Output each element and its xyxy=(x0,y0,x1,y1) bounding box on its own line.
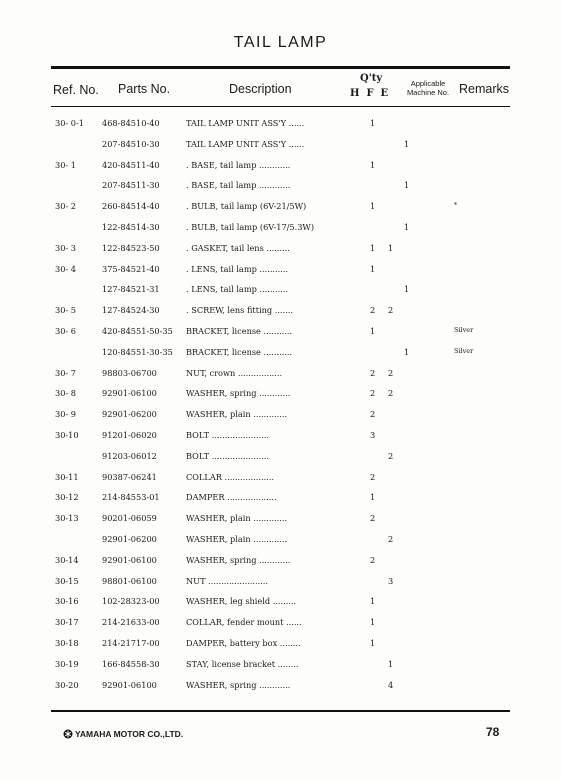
header-ref-no: Ref. No. xyxy=(53,83,99,97)
row-ref-no: 30-12 xyxy=(55,492,79,502)
row-qty-h: 2 xyxy=(370,305,376,315)
row-ref-no: 30- 0-1 xyxy=(55,118,84,128)
row-description: . LENS, tail lamp ........... xyxy=(186,284,289,294)
header-top-rule xyxy=(51,66,510,69)
row-ref-no: 30- 2 xyxy=(55,201,76,211)
row-description: WASHER, plain ............. xyxy=(186,513,288,523)
table-row xyxy=(0,139,561,159)
row-description: BRACKET, license ........... xyxy=(186,347,293,357)
table-row xyxy=(0,264,561,284)
header-qty: Q'ty xyxy=(360,73,383,84)
row-part-no: 92901-06200 xyxy=(102,409,157,419)
table-row xyxy=(0,596,561,616)
row-qty-h: 2 xyxy=(370,388,376,398)
row-description: TAIL LAMP UNIT ASS'Y ...... xyxy=(186,139,305,149)
header-bottom-rule xyxy=(51,106,510,107)
table-row xyxy=(0,201,561,221)
header-description: Description xyxy=(229,82,292,96)
row-part-no: 92901-06100 xyxy=(102,680,157,690)
row-description: . LENS, tail lamp ........... xyxy=(186,264,289,274)
row-description: NUT ....................... xyxy=(186,576,268,586)
row-ref-no: 30-18 xyxy=(55,638,79,648)
table-row xyxy=(0,680,561,700)
row-part-no: 214-21717-00 xyxy=(102,638,160,648)
row-part-no: 127-84521-31 xyxy=(102,284,160,294)
table-row xyxy=(0,160,561,180)
row-part-no: 92901-06200 xyxy=(102,534,157,544)
table-row xyxy=(0,534,561,554)
row-qty-h: 1 xyxy=(370,326,376,336)
table-row xyxy=(0,638,561,658)
row-ref-no: 30- 1 xyxy=(55,160,76,170)
header-parts-no: Parts No. xyxy=(118,82,171,96)
row-qty-h: 1 xyxy=(370,243,376,253)
row-qty-h: 3 xyxy=(370,430,376,440)
row-part-no: 122-84523-50 xyxy=(102,243,160,253)
row-description: WASHER, spring ............ xyxy=(186,680,291,690)
row-description: . SCREW, lens fitting ....... xyxy=(186,305,293,315)
table-row xyxy=(0,368,561,388)
table-row xyxy=(0,388,561,408)
row-description: WASHER, plain ............. xyxy=(186,409,288,419)
row-part-no: 120-84551-30-35 xyxy=(102,347,173,357)
row-part-no: 166-84558-30 xyxy=(102,659,160,669)
row-part-no: 98801-06100 xyxy=(102,576,157,586)
footer-rule xyxy=(51,710,510,712)
row-description: . BASE, tail lamp ............ xyxy=(186,160,291,170)
row-description: NUT, crown ................. xyxy=(186,368,283,378)
row-ref-no: 30-13 xyxy=(55,513,79,523)
row-description: BOLT ...................... xyxy=(186,451,269,461)
row-part-no: 375-84521-40 xyxy=(102,264,160,274)
row-ref-no: 30- 4 xyxy=(55,264,76,274)
row-ref-no: 30-17 xyxy=(55,617,79,627)
row-description: DAMPER ................... xyxy=(186,492,277,502)
row-part-no: 127-84524-30 xyxy=(102,305,160,315)
row-qty-h: 1 xyxy=(370,638,376,648)
table-row xyxy=(0,243,561,263)
row-qty-h: 1 xyxy=(370,492,376,502)
table-row xyxy=(0,451,561,471)
row-part-no: 92901-06100 xyxy=(102,555,157,565)
row-remarks: Silver xyxy=(454,347,474,355)
row-ref-no: 30-15 xyxy=(55,576,79,586)
row-qty-h: 2 xyxy=(370,368,376,378)
row-qty-h: 1 xyxy=(370,118,376,128)
row-part-no: 260-84514-40 xyxy=(102,201,160,211)
row-qty-h: 1 xyxy=(370,617,376,627)
row-ref-no: 30- 3 xyxy=(55,243,76,253)
table-row xyxy=(0,180,561,200)
table-row xyxy=(0,513,561,533)
row-part-no: 122-84514-30 xyxy=(102,222,160,232)
row-part-no: 102-28323-00 xyxy=(102,596,160,606)
row-qty-e: 1 xyxy=(404,284,410,294)
row-part-no: 420-84511-40 xyxy=(102,160,160,170)
row-qty-f: 4 xyxy=(388,680,394,690)
row-description: . BULB, tail lamp (6V-21/5W) xyxy=(186,201,307,211)
row-ref-no: 30-19 xyxy=(55,659,79,669)
row-remarks: * xyxy=(454,201,458,209)
row-ref-no: 30- 9 xyxy=(55,409,76,419)
row-ref-no: 30-14 xyxy=(55,555,79,565)
row-description: WASHER, plain ............. xyxy=(186,534,288,544)
row-part-no: 91203-06012 xyxy=(102,451,157,461)
row-ref-no: 30- 8 xyxy=(55,388,76,398)
table-row xyxy=(0,576,561,596)
row-qty-f: 3 xyxy=(388,576,394,586)
row-qty-f: 2 xyxy=(388,451,394,461)
row-ref-no: 30-11 xyxy=(55,472,79,482)
header-applicable-machine: Applicable Machine No. xyxy=(406,79,450,97)
row-part-no: 90201-06059 xyxy=(102,513,157,523)
row-description: WASHER, spring ............ xyxy=(186,388,291,398)
table-row xyxy=(0,617,561,637)
row-description: WASHER, spring ............ xyxy=(186,555,291,565)
row-qty-h: 1 xyxy=(370,264,376,274)
row-qty-e: 1 xyxy=(404,222,410,232)
table-row xyxy=(0,492,561,512)
row-qty-e: 1 xyxy=(404,347,410,357)
row-part-no: 90387-06241 xyxy=(102,472,157,482)
page-title: TAIL LAMP xyxy=(233,34,328,51)
row-part-no: 207-84511-30 xyxy=(102,180,160,190)
row-description: DAMPER, battery box ........ xyxy=(186,638,301,648)
row-ref-no: 30- 6 xyxy=(55,326,76,336)
row-qty-f: 2 xyxy=(388,368,394,378)
table-row xyxy=(0,555,561,575)
row-part-no: 91201-06020 xyxy=(102,430,157,440)
header-qty-columns: HFE xyxy=(350,88,396,99)
table-row xyxy=(0,326,561,346)
row-qty-h: 2 xyxy=(370,513,376,523)
row-qty-h: 1 xyxy=(370,201,376,211)
row-description: STAY, license bracket ........ xyxy=(186,659,299,669)
table-row xyxy=(0,118,561,138)
row-qty-e: 1 xyxy=(404,139,410,149)
table-row xyxy=(0,409,561,429)
row-ref-no: 30- 5 xyxy=(55,305,76,315)
company-logo xyxy=(63,729,183,739)
row-description: . BASE, tail lamp ............ xyxy=(186,180,291,190)
table-row xyxy=(0,659,561,679)
row-description: . BULB, tail lamp (6V-17/5.3W) xyxy=(186,222,315,232)
row-ref-no: 30-16 xyxy=(55,596,79,606)
table-row xyxy=(0,347,561,367)
row-qty-h: 1 xyxy=(370,160,376,170)
row-part-no: 468-84510-40 xyxy=(102,118,160,128)
row-description: WASHER, leg shield ......... xyxy=(186,596,297,606)
row-qty-f: 2 xyxy=(388,305,394,315)
row-qty-h: 2 xyxy=(370,555,376,565)
row-part-no: 214-84553-01 xyxy=(102,492,160,502)
table-row xyxy=(0,222,561,242)
row-part-no: 92901-06100 xyxy=(102,388,157,398)
row-qty-h: 2 xyxy=(370,472,376,482)
row-description: BOLT ...................... xyxy=(186,430,269,440)
row-qty-f: 2 xyxy=(388,388,394,398)
row-description: BRACKET, license ........... xyxy=(186,326,293,336)
row-remarks: Silver xyxy=(454,326,474,334)
row-qty-f: 1 xyxy=(388,243,394,253)
row-part-no: 207-84510-30 xyxy=(102,139,160,149)
row-ref-no: 30-20 xyxy=(55,680,79,690)
row-description: COLLAR ................... xyxy=(186,472,274,482)
row-part-no: 98803-06700 xyxy=(102,368,157,378)
row-description: . GASKET, tail lens ......... xyxy=(186,243,290,253)
row-qty-e: 1 xyxy=(404,180,410,190)
row-ref-no: 30- 7 xyxy=(55,368,76,378)
table-row xyxy=(0,472,561,492)
company-name: YAMAHA MOTOR CO.,LTD. xyxy=(75,729,184,739)
row-qty-f: 1 xyxy=(388,659,394,669)
row-description: COLLAR, fender mount ...... xyxy=(186,617,302,627)
row-ref-no: 30-10 xyxy=(55,430,79,440)
row-qty-h: 1 xyxy=(370,596,376,606)
table-row xyxy=(0,284,561,304)
yamaha-tuning-fork-logo-icon xyxy=(63,729,73,739)
row-qty-f: 2 xyxy=(388,534,394,544)
table-row xyxy=(0,430,561,450)
page-number: 78 xyxy=(486,725,500,739)
table-row xyxy=(0,305,561,325)
row-qty-h: 2 xyxy=(370,409,376,419)
header-remarks: Remarks xyxy=(459,82,510,96)
row-description: TAIL LAMP UNIT ASS'Y ...... xyxy=(186,118,305,128)
row-part-no: 420-84551-50-35 xyxy=(102,326,173,336)
row-part-no: 214-21633-00 xyxy=(102,617,160,627)
